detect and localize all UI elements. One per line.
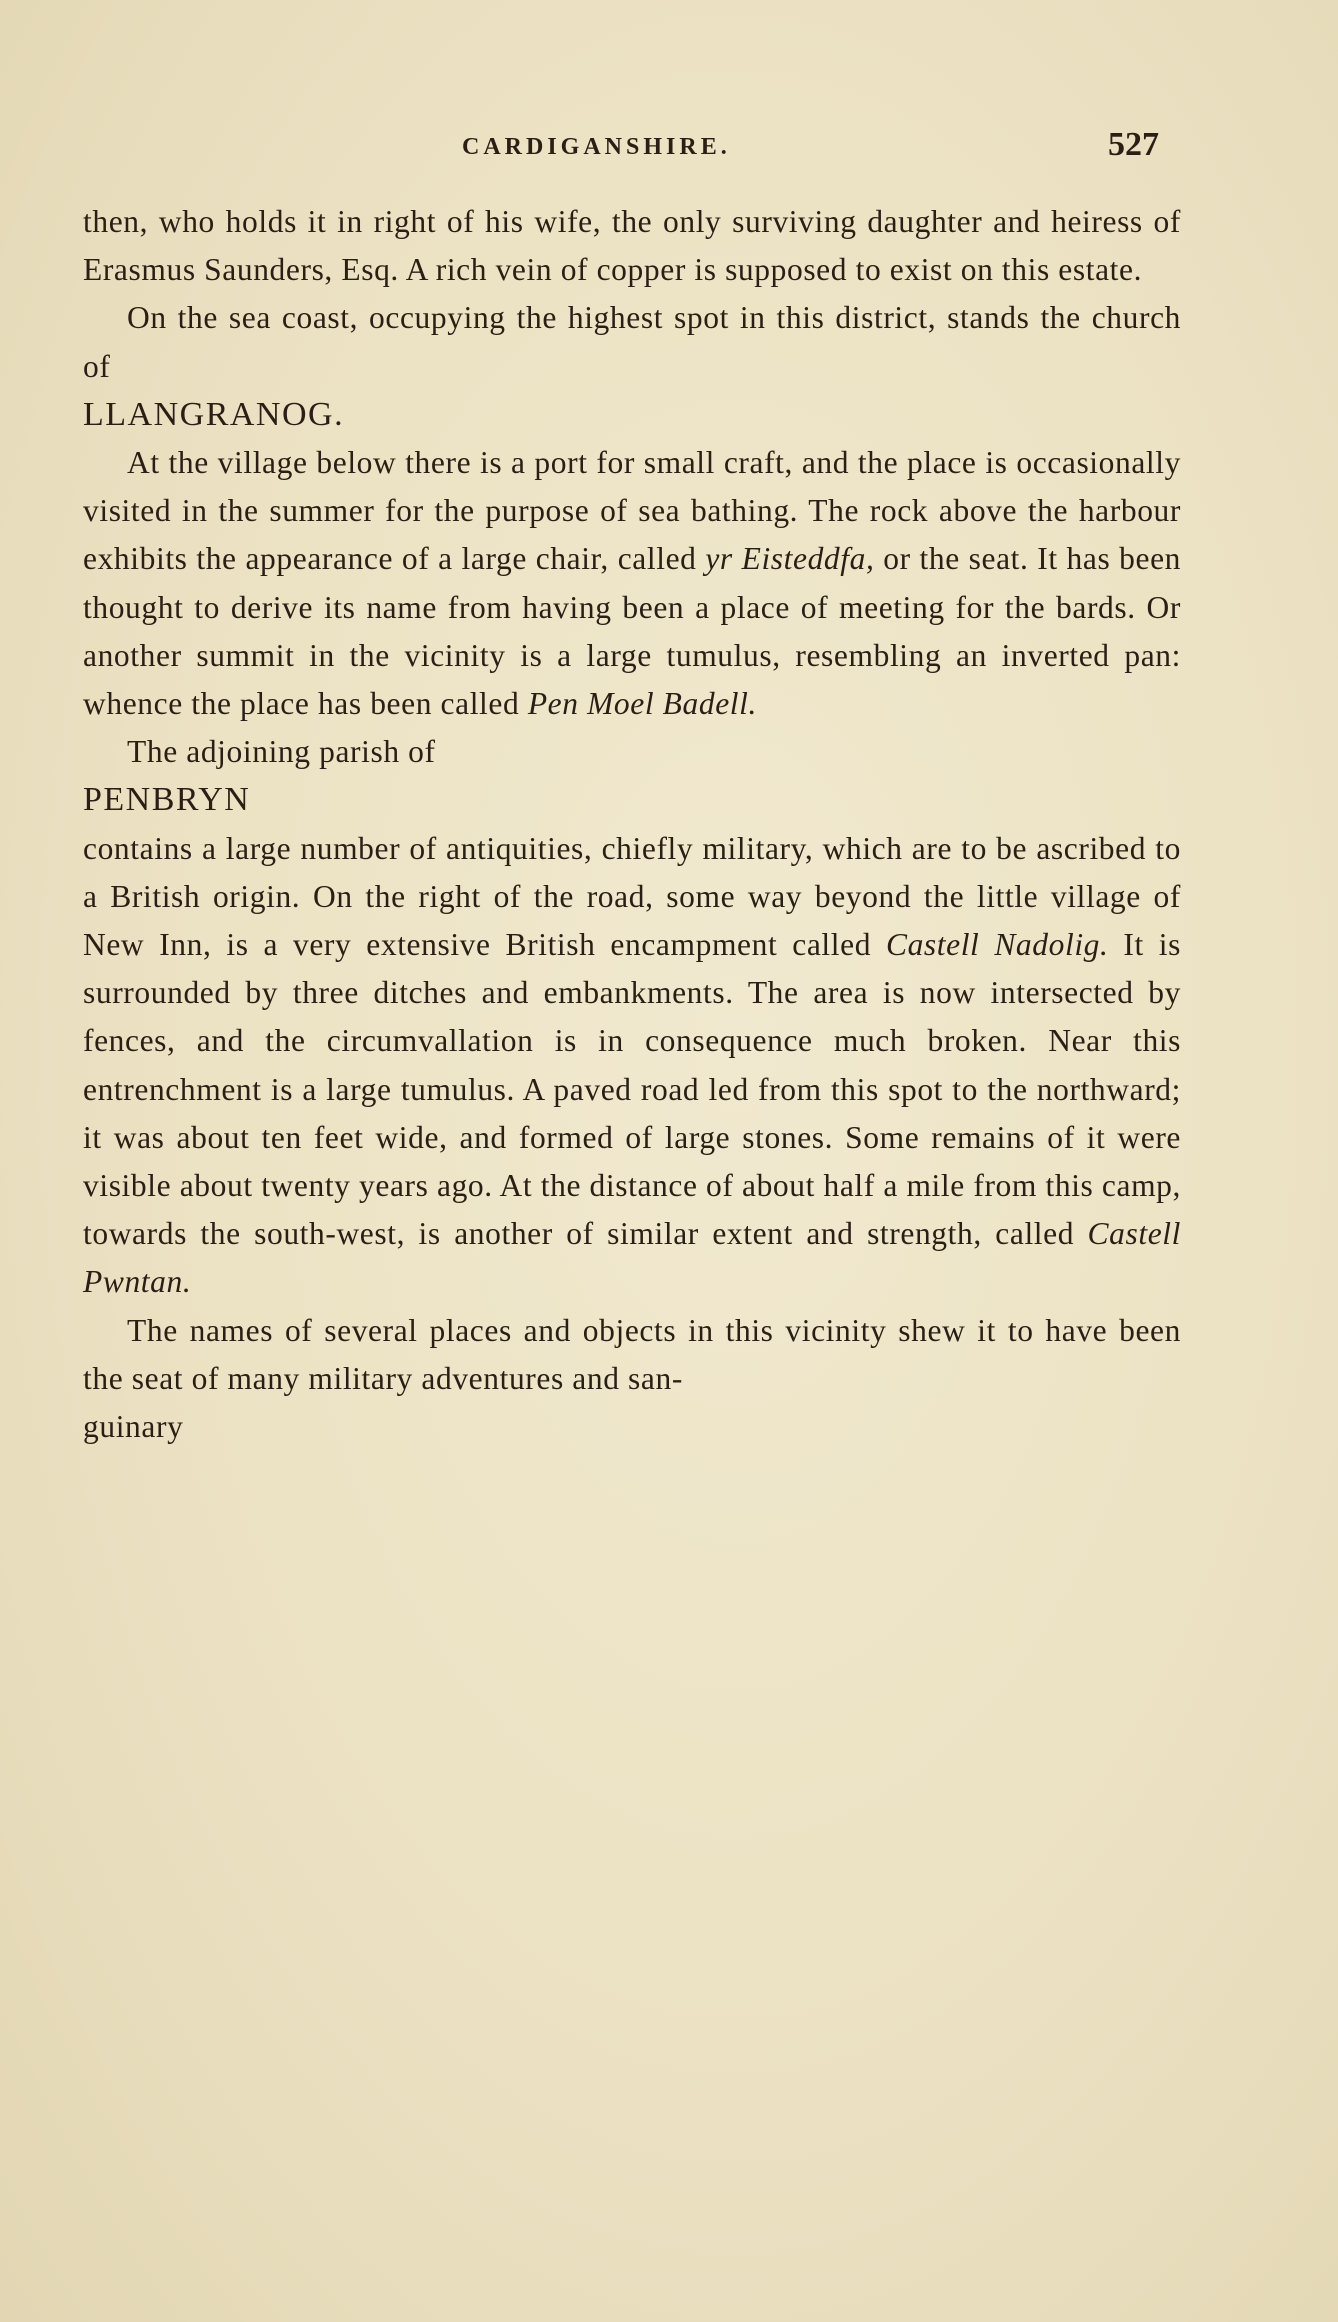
paragraph-3 (83, 439, 1181, 728)
paragraph-3-italic-b: Pen Moel Badell. (527, 686, 757, 722)
paragraph-5-text-b: It is surrounded by three ditches and embankments. The area is now intersected by fences, and the circumvallation is in consequence much broken. Near this entrenchment is a large tumulus. A paved road led from this spot to the northward; it was about ten feet wide, and formed of large stones. Some remains of it were visible about twenty years ago. At the distance of about half a mile from this camp, towards the south-west, is another of similar extent and strength, called (83, 927, 1181, 1252)
heading-penbryn: PENBRYN (83, 781, 251, 819)
heading-llangranog: LLANGRANOG. (83, 395, 345, 433)
paragraph-3-text-b: or the seat. It has been thought to derive its name from having been a place of meeting for the bards. Or another summit in the vicinity is a large tumulus, resembling an inverted pan: whence the place has been called (83, 541, 1182, 722)
paragraph-3-italic-a: yr Eisteddfa, (705, 541, 875, 577)
catchword: guinary (83, 1409, 184, 1445)
paragraph-2: On the sea coast, occupying the highest spot in this district, stands the church of (83, 300, 1181, 384)
paragraph-5-italic-b: Castell Pwntan. (83, 1216, 1181, 1300)
paragraph-3-text-a: At the village below there is a port for small craft, and the place is occasionally visited in the summer for the purpose of sea bathing. The rock above the harbour exhibits the appearance of a large chair, called (83, 445, 1181, 577)
paragraph-6: The names of several places and objects in this vicinity shew it to have been the seat of many military adventures and san- (83, 1312, 1181, 1396)
paragraph-1: then, who holds it in right of his wife, the only surviving daughter and heiress of Erasmus Saunders, Esq. A rich vein of copper is supposed to exist on this estate. (83, 204, 1181, 288)
page-number: 527 (1108, 126, 1159, 163)
paragraph-5-italic-a: Castell Nadolig. (885, 927, 1109, 963)
paragraph-5 (83, 825, 1181, 1307)
paragraph-4: The adjoining parish of (127, 734, 436, 770)
body-text (83, 198, 1181, 1451)
paragraph-5-text-a: contains a large number of antiquities, chiefly military, which are to be ascribed to a British origin. On the right of the road, some way beyond the little village of New Inn, is a very extensive British encampment called (83, 830, 1181, 963)
running-title: CARDIGANSHIRE. (462, 134, 731, 160)
page-header (0, 124, 1338, 164)
